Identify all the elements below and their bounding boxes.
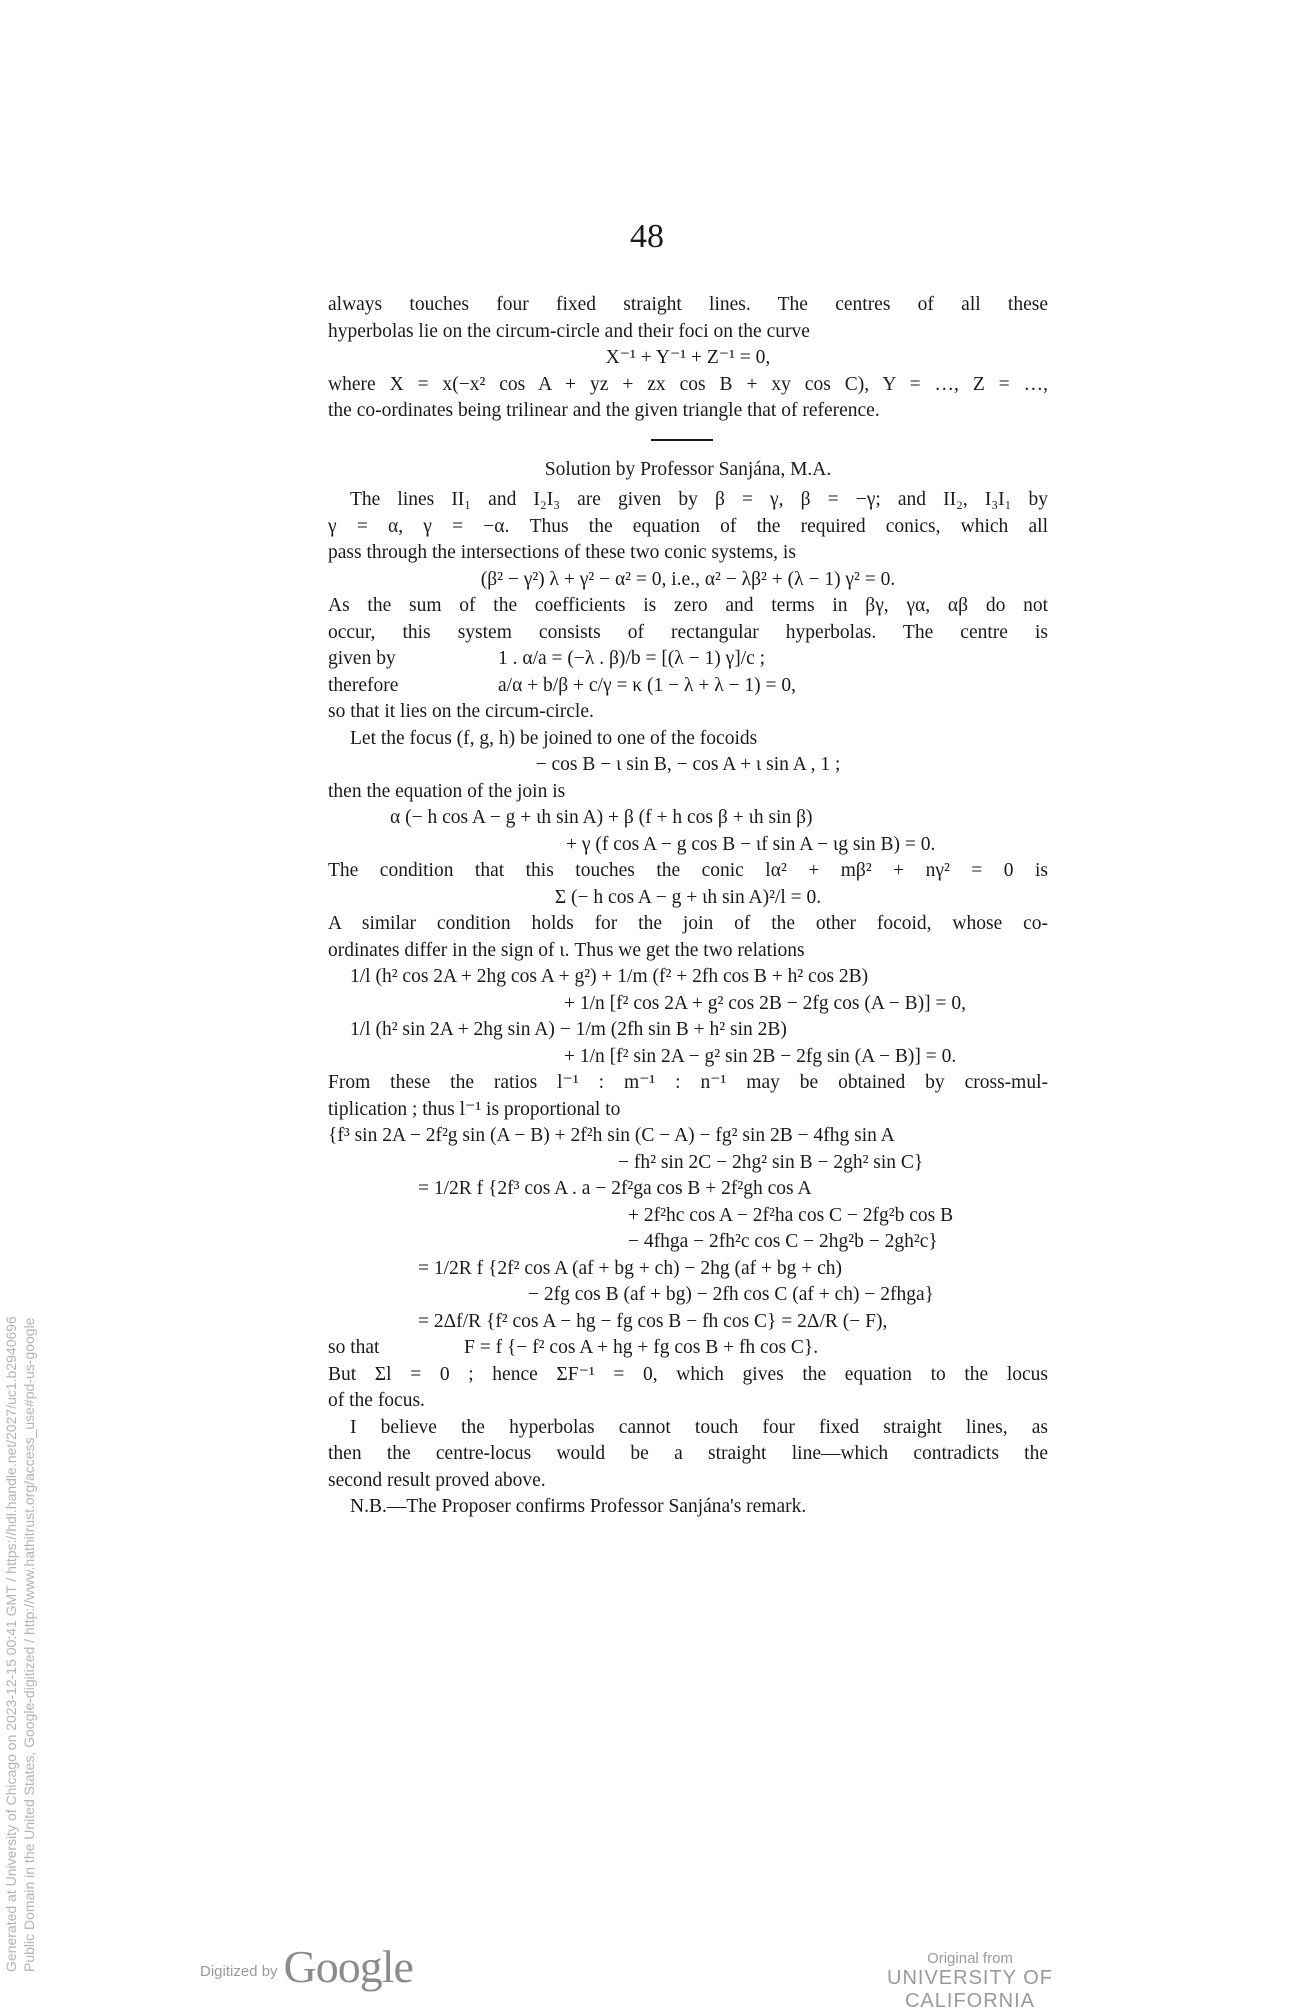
page-number: 48 — [630, 218, 664, 255]
equation: + γ (f cos A − g cos B − ιf sin A − ιg sin B) = 0. — [566, 833, 936, 855]
equation: α (− h cos A − g + ιh sin A) + β (f + h cos β + ιh sin β) — [390, 807, 813, 828]
equation: − cos B − ι sin B, − cos A + ι sin A , 1 ; — [535, 754, 841, 775]
equation: a/α + b/β + c/γ = κ (1 − λ + λ − 1) = 0, — [498, 674, 797, 696]
equation: 1/l (h² cos 2A + 2hg cos A + g²) + 1/m (f² + 2fh cos B + h² cos 2B) — [350, 966, 869, 987]
equation: − fh² sin 2C − 2hg² sin B − 2gh² sin C} — [618, 1151, 924, 1173]
text-line: From these the ratios l⁻¹ : m⁻¹ : n⁻¹ may be obtained by cross-mul- — [328, 1072, 1048, 1093]
text-line: ordinates differ in the sign of ι. Thus we get the two relations — [328, 939, 805, 961]
side-watermark — [2, 962, 38, 1972]
original-from-footer — [820, 1950, 1120, 2013]
text-line: I believe the hyperbolas cannot touch four fixed straight lines, as — [350, 1416, 1048, 1438]
equation: − 2fg cos B (af + bg) − 2fh cos C (af + ch) − 2fhga} — [528, 1284, 935, 1305]
text-line: pass through the intersections of these two conic systems, is — [328, 542, 796, 563]
text-line: occur, this system consists of rectangular hyperbolas. The centre is — [328, 621, 1048, 643]
text-line: The condition that this touches the conic lα² + mβ² + nγ² = 0 is — [328, 860, 1048, 881]
equation: + 1/n [f² sin 2A − g² sin 2B − 2fg sin (A − B)] = 0. — [564, 1045, 957, 1067]
equation: 1/l (h² sin 2A + 2hg sin A) − 1/m (2fh sin B + h² sin 2B) — [350, 1019, 787, 1040]
text-line: then the centre-locus would be a straight line—which contradicts the — [328, 1443, 1048, 1464]
text-line: The lines II₁ and I₂I₃ are given by β = γ, β = −γ; and II₂, I₃I₁ by — [350, 489, 1048, 510]
text-line: given by — [328, 648, 396, 669]
equation: Σ (− h cos A − g + ιh sin A)²/l = 0. — [554, 886, 822, 908]
equation: − 4fhga − 2fh²c cos C − 2hg²b − 2gh²c} — [628, 1231, 938, 1252]
equation: + 2f²hc cos A − 2f²ha cos C − 2fg²b cos B — [628, 1204, 954, 1226]
institution-name: UNIVERSITY OF CALIFORNIA — [887, 1967, 1053, 2012]
text-line: where X = x(−x² cos A + yz + zx cos B + xy cos C), Y = …, Z = …, — [328, 373, 1048, 395]
equation: (β² − γ²) λ + γ² − α² = 0, i.e., α² − λβ² + (λ − 1) γ² = 0. — [480, 568, 896, 590]
section-divider — [651, 439, 713, 441]
text-line: Let the focus (f, g, h) be joined to one of the focoids — [350, 727, 758, 749]
text-line: N.B.—The Proposer confirms Professor Sanjána's remark. — [350, 1496, 807, 1517]
article-body — [328, 292, 1048, 1521]
text-line: of the focus. — [328, 1390, 425, 1411]
text-line: γ = α, γ = −α. Thus the equation of the required conics, which all — [328, 515, 1048, 537]
text-line: therefore — [328, 674, 399, 696]
solution-heading: Solution by Professor Sanjána, M.A. — [544, 458, 832, 480]
digitized-by-footer — [200, 1940, 413, 1993]
text-line: As the sum of the coefficients is zero and terms in βγ, γα, αβ do not — [328, 595, 1048, 616]
equation: + 1/n [f² cos 2A + g² cos 2B − 2fg cos (A − B)] = 0, — [564, 992, 966, 1014]
text-line: always touches four fixed straight lines. The centres of all these — [328, 294, 1048, 315]
equation: = 1/2R f {2f² cos A (af + bg + ch) − 2hg (af + bg + ch) — [418, 1257, 842, 1279]
equation: X⁻¹ + Y⁻¹ + Z⁻¹ = 0, — [605, 347, 771, 368]
text-line: tiplication ; thus l⁻¹ is proportional to — [328, 1098, 621, 1120]
original-from-label: Original from — [927, 1950, 1013, 1967]
text-line: second result proved above. — [328, 1469, 546, 1491]
text-line: the co-ordinates being trilinear and the given triangle that of reference. — [328, 400, 880, 421]
equation: 1 . α/a = (−λ . β)/b = [(λ − 1) γ]/c ; — [498, 648, 766, 669]
equation: F = f {− f² cos A + hg + fg cos B + fh cos C}. — [464, 1337, 819, 1358]
text-line: A similar condition holds for the join of the other focoid, whose co- — [328, 913, 1048, 934]
digitized-by-label: Digitized by — [200, 1963, 278, 1980]
watermark-line: Public Domain in the United States, Google-digitized / http://www.hathitrust.org/access_use#pd-us-google — [21, 1317, 37, 1972]
equation: = 2Δf/R {f² cos A − hg − fg cos B − fh cos C} = 2Δ/R (− F), — [418, 1310, 888, 1332]
text-line: hyperbolas lie on the circum-circle and their foci on the curve — [328, 320, 810, 342]
text-line: so that it lies on the circum-circle. — [328, 701, 594, 722]
text-line: But Σl = 0 ; hence ΣF⁻¹ = 0, which gives the equation to the locus — [328, 1363, 1048, 1385]
watermark-line: Generated at University of Chicago on 2023-12-15 00:41 GMT / https://hdl.handle.net/2027/uc1.b2940696 — [3, 1316, 19, 1972]
equation: {f³ sin 2A − 2f²g sin (A − B) + 2f²h sin (C − A) − fg² sin 2B − 4fhg sin A — [328, 1125, 895, 1146]
text-line: then the equation of the join is — [328, 780, 566, 802]
text-line: so that — [328, 1337, 380, 1358]
google-logo: Google — [283, 1941, 413, 1992]
equation: = 1/2R f {2f³ cos A . a − 2f²ga cos B + 2f²gh cos A — [418, 1178, 812, 1199]
